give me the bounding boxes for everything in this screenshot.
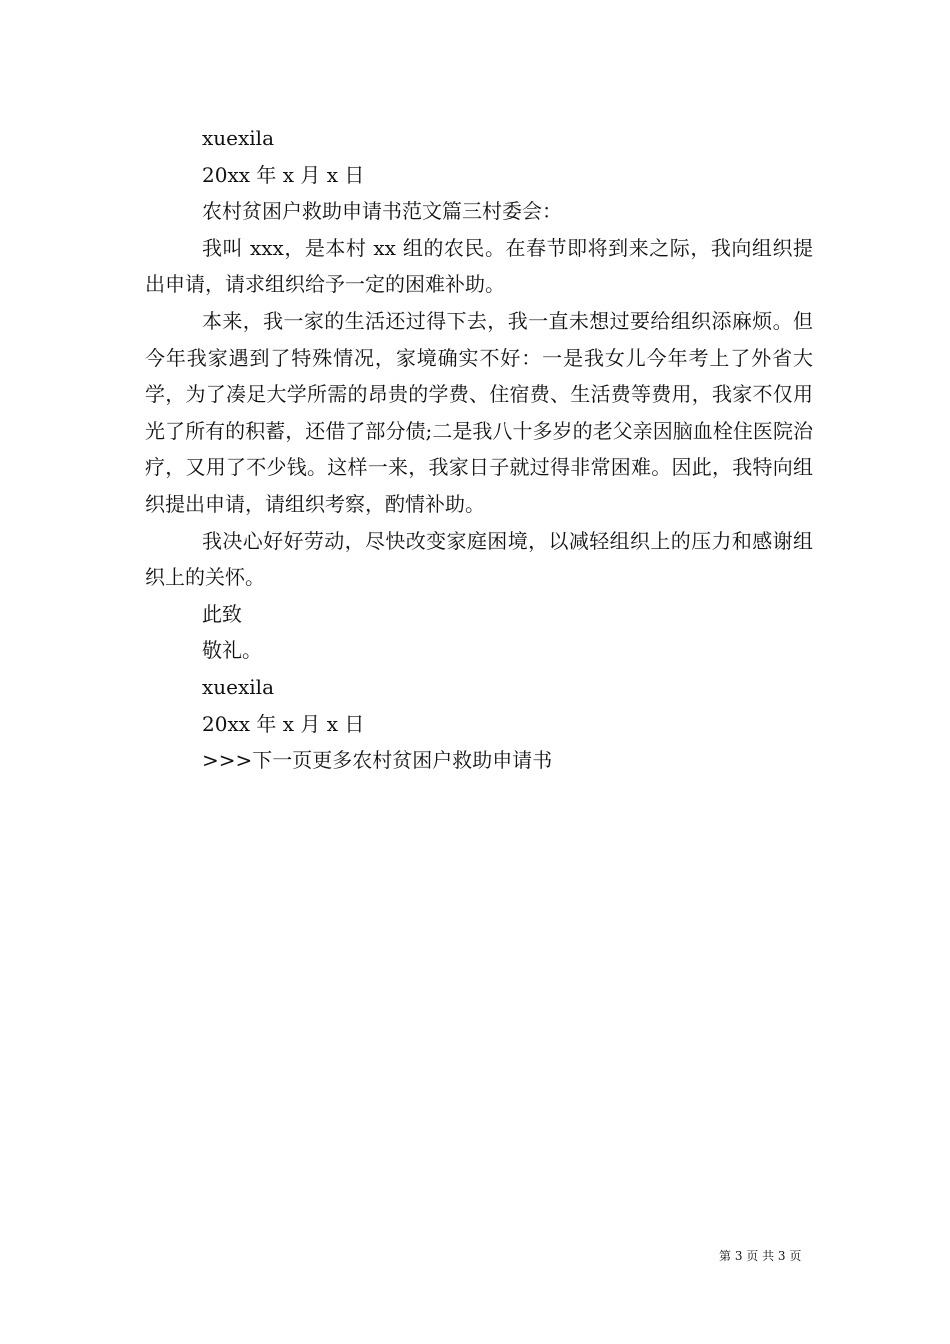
- signature-top: xuexila: [202, 126, 274, 150]
- paragraph-situation: 本来，我一家的生活还过得下去，我一直未想过要给组织添麻烦。但今年我家遇到了特殊情况，家境确实不好：一是我女儿今年考上了外省大学，为了凑足大学所需的昂贵的学费、住宿费、生活费等费用，我家不仅用光了所有的积蓄，还借了部分债;二是我八十多岁的老父亲因脑血栓住医院治疗，又用了不少钱。这样一来，我家日子就过得非常困难。因此，我特向组织提出申请，请组织考察，酌情补助。: [145, 308, 813, 516]
- signature-bottom: xuexila: [202, 674, 274, 699]
- next-page-link[interactable]: >>>下一页更多农村贫困户救助申请书: [202, 748, 553, 773]
- letter-heading: 农村贫困户救助申请书范文篇三村委会：: [202, 199, 562, 224]
- paragraph-intro: 我叫 xxx，是本村 xx 组的农民。在春节即将到来之际，我向组织提出申请，请求组织给予一定的困难补助。: [145, 235, 813, 297]
- document-body: [145, 120, 813, 779]
- date-top: 20xx 年 x 月 x 日: [202, 162, 365, 187]
- page-number-footer: 第 3 页 共 3 页: [719, 1249, 802, 1263]
- closing-regards: 敬礼。: [202, 638, 262, 663]
- date-bottom: 20xx 年 x 月 x 日: [202, 711, 365, 736]
- paragraph-resolve: 我决心好好劳动，尽快改变家庭困境，以减轻组织上的压力和感谢组织上的关怀。: [145, 528, 813, 590]
- closing-salutation: 此致: [202, 601, 242, 626]
